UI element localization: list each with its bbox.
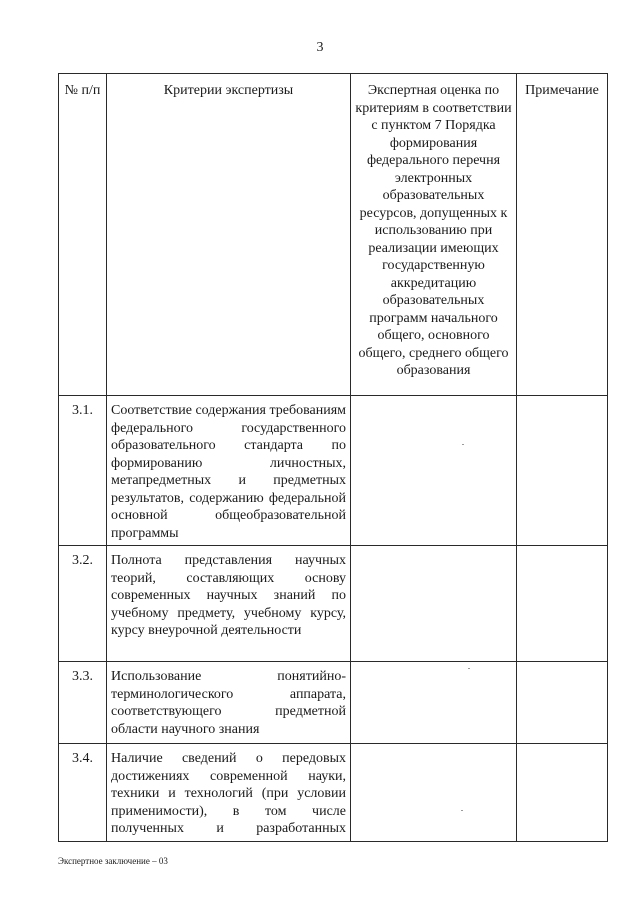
row-note [517,396,608,546]
row-assessment [351,396,517,546]
row-assessment [351,546,517,662]
row-num: 3.1. [59,396,107,546]
criteria-table [58,73,608,842]
row-criterion: Соответствие содержания требованиям федерального государственного образовательного стандарта по формированию личностных, метапредметных и предметных результатов, содержанию федеральной основной общеобразовательной программы [107,396,351,546]
row-num: 3.4. [59,744,107,842]
header-criteria: Критерии экспертизы [107,74,351,396]
row-assessment [351,662,517,744]
scan-speck [462,444,464,445]
page-number: 3 [316,40,324,55]
row-criterion: Полнота представления научных теорий, составляющих основу современных научных знаний по учебному предмету, учебному курсу, курсу внеурочной деятельности [107,546,351,662]
table-row [59,546,608,662]
table-row [59,396,608,546]
row-note [517,744,608,842]
row-assessment [351,744,517,842]
header-assessment: Экспертная оценка по критериям в соответствии с пунктом 7 Порядка формирования федерального перечня электронных образовательных ресурсов, допущенных к использованию при реализации имеющих государственную аккредитацию образовательных программ начального общего, основного общего, среднего общего образования [351,74,517,396]
table-header-row [59,74,608,396]
row-note [517,546,608,662]
table-row [59,662,608,744]
header-num: № п/п [59,74,107,396]
table-row [59,744,608,842]
row-num: 3.2. [59,546,107,662]
footer-label: Экспертное заключение – 03 [58,856,168,866]
header-note: Примечание [517,74,608,396]
row-num: 3.3. [59,662,107,744]
scan-speck [461,810,463,811]
scan-speck [468,668,470,669]
row-criterion: Наличие сведений о передовых достижениях современной науки, техники и технологий (при условии применимости), в том числе полученных и разработанных [107,744,351,842]
row-criterion: Использование понятийно-терминологического аппарата, соответствующего предметной области научного знания [107,662,351,744]
row-note [517,662,608,744]
